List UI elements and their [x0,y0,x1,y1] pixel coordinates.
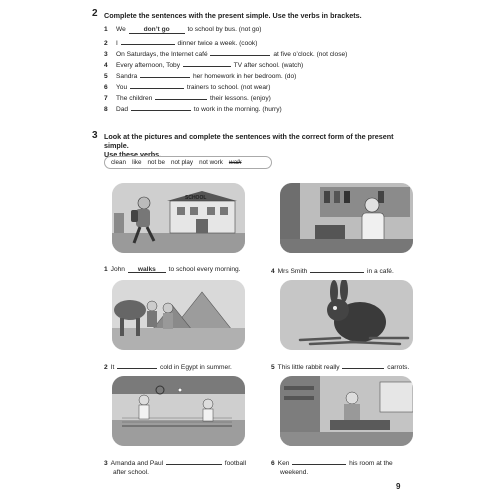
school-sign: SCHOOL [185,195,207,201]
caption-text-after: football [224,460,247,467]
item-text-after: at five o’clock. (not close) [273,51,348,58]
answer-blank[interactable] [342,361,384,369]
caption-text-before: Ken [277,460,290,467]
answer-blank[interactable] [155,92,207,100]
caption-text-before: It [110,364,115,371]
picture-woman-in-cafe [280,183,413,253]
answer-blank[interactable] [121,37,175,45]
item-text-before: You [116,84,128,91]
picture-boy-room [280,376,413,446]
item-text-before: On Saturdays, the Internet café [116,51,208,58]
caption-number: 3 [104,460,108,467]
exercise-3-title-line1: Look at the pictures and complete the sentences with the correct form of the present simple. [104,132,394,150]
caption-number: 5 [271,364,275,371]
caption-5 [271,361,409,372]
item-number: 8 [104,106,108,113]
caption-number: 1 [104,266,108,273]
picture-rabbit-carrots [280,280,413,350]
answer-blank[interactable] [183,59,231,67]
picture-boy-walking-to-school [112,183,245,253]
answer-blank[interactable] [166,457,222,465]
verb-not-work: not work [199,159,223,166]
item-text-before: Every afternoon, Toby [116,62,181,69]
ex2-item-8 [104,103,282,113]
verb-clean: clean [111,159,127,166]
verb-not-be: not be [147,159,166,166]
verb-not-play: not play [171,159,194,166]
caption-text-after: cold in Egypt in summer. [160,364,232,371]
exercise-3-title [104,132,414,159]
item-text-after: trainers to school. (not wear) [186,84,271,91]
rabbit-illustration [280,280,413,350]
verb-walk-used: walk [228,159,242,166]
caption-text-after: to school every morning. [168,266,241,273]
ex2-item-3 [104,48,347,58]
picture-tennis [112,376,245,446]
item-text-before: Dad [116,106,129,113]
caption-1 [104,265,241,274]
answer-blank[interactable] [310,265,364,273]
caption-text-after: in a café. [367,268,394,275]
item-number: 7 [104,95,108,102]
item-number: 5 [104,73,108,80]
answer-blank[interactable] [129,26,185,34]
verb-box [104,156,272,169]
filled-answer: walks [137,266,156,273]
caption-6 [271,457,393,477]
answer-blank[interactable] [292,457,346,465]
exercise-3-number: 3 [92,130,98,141]
item-number: 1 [104,26,108,33]
ex2-item-4 [104,59,303,69]
answer-blank[interactable] [131,103,191,111]
caption-text-before: Mrs Smith [277,268,308,275]
item-text-after: to school by bus. (not go) [187,26,262,33]
ex2-item-7 [104,92,271,102]
ex2-item-6 [104,81,270,91]
answer-blank[interactable] [128,265,166,273]
item-text-after: to work in the morning. (hurry) [193,106,282,113]
item-text-after: TV after school. (watch) [233,62,304,69]
item-text-before: Sandra [116,73,138,80]
room-illustration [280,376,413,446]
caption-text-after-line2: after school. [113,469,149,476]
answer-blank[interactable] [130,81,184,89]
verb-like: like [132,159,142,166]
picture-egypt-pyramids [112,280,245,350]
item-number: 2 [104,40,108,47]
school-illustration [112,183,245,253]
ex2-item-2 [104,37,257,47]
caption-4 [271,265,394,276]
item-text-after: their lessons. (enjoy) [209,95,271,102]
item-number: 6 [104,84,108,91]
tennis-illustration [112,376,245,446]
item-text-after: her homework in her bedroom. (do) [192,73,297,80]
exercise-3-title-line2: Use these verbs. [104,150,162,159]
item-text-before: I [116,40,118,47]
answer-blank[interactable] [210,48,270,56]
caption-number: 4 [271,268,275,275]
caption-text-after: carrots. [387,364,410,371]
caption-text-before: John [110,266,125,273]
caption-number: 6 [271,460,275,467]
caption-text-after: his room at the [349,460,393,467]
egypt-illustration [112,280,245,350]
cafe-illustration [280,183,413,253]
caption-number: 2 [104,364,108,371]
item-text-before: We [116,26,126,33]
caption-text-before: This little rabbit really [277,364,340,371]
answer-blank[interactable] [140,70,190,78]
exercise-2-number: 2 [92,8,98,19]
item-text-after: dinner twice a week. (cook) [177,40,258,47]
ex2-item-1 [104,26,262,34]
exercise-2-title: Complete the sentences with the present simple. Use the verbs in brackets. [104,11,362,20]
page-number: 9 [396,482,401,491]
caption-text-before: Amanda and Paul [110,460,164,467]
item-number: 3 [104,51,108,58]
ex2-item-5 [104,70,296,80]
answer-blank[interactable] [117,361,157,369]
filled-answer: don’t go [143,26,170,33]
caption-text-after-line2: weekend. [280,469,309,476]
caption-2 [104,361,232,372]
caption-3 [104,457,246,477]
item-text-before: The children [116,95,153,102]
item-number: 4 [104,62,108,69]
